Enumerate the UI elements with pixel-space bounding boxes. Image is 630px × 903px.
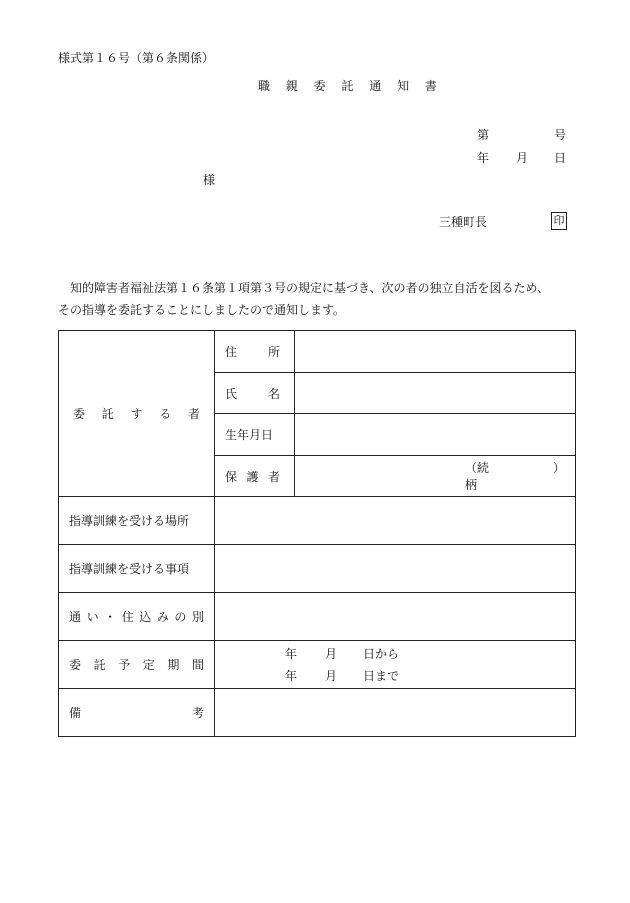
address-label: 住 所 <box>215 331 295 373</box>
date-day: 日 <box>554 151 567 165</box>
planned-period-field[interactable] <box>215 641 576 689</box>
name-field[interactable] <box>295 373 576 414</box>
address-field[interactable] <box>295 331 576 373</box>
notice-line-1: 知的障害者福祉法第１６条第１項第３号の規定に基づき、次の者の独立自活を図るため、 <box>70 281 550 295</box>
name-label: 氏 名 <box>215 373 295 414</box>
notice-body <box>58 277 588 321</box>
reference-number-suffix: 号 <box>554 128 567 142</box>
remarks-label: 備 考 <box>59 689 215 737</box>
guardian-label: 保 護 者 <box>215 456 295 497</box>
reference-number-prefix: 第 <box>477 128 490 142</box>
notice-line-2: その指導を委託することにしましたので通知します。 <box>58 303 346 317</box>
commute-or-live-in-label: 通 い ・ 住 込 み の 別 <box>59 593 215 641</box>
commute-or-live-in-field[interactable] <box>215 593 576 641</box>
date-month: 月 <box>516 151 529 165</box>
entrusted-person-label: 委 託 す る 者 <box>59 331 215 497</box>
relation-open: （続柄 <box>465 461 490 492</box>
guardian-field[interactable] <box>295 456 576 497</box>
period-end: 年 月 日まで <box>285 668 400 683</box>
birthdate-field[interactable] <box>295 414 576 456</box>
birthdate-label: 生年月日 <box>215 414 295 456</box>
issuer-name: 三種町長 <box>439 215 488 229</box>
form-number: 様式第１６号（第６条関係） <box>58 51 215 65</box>
seal-mark: 印 <box>551 212 567 230</box>
remarks-field[interactable] <box>215 689 576 737</box>
addressee-honorific: 様 <box>203 173 216 187</box>
period-start: 年 月 日から <box>285 646 400 661</box>
training-matters-field[interactable] <box>215 545 576 593</box>
training-place-label: 指導訓練を受ける場所 <box>59 497 215 545</box>
training-matters-label: 指導訓練を受ける事項 <box>59 545 215 593</box>
relation-close: ） <box>552 461 565 475</box>
date-year: 年 <box>477 151 490 165</box>
planned-period-label: 委 託 予 定 期 間 <box>59 641 215 689</box>
page-title: 職 親 委 託 通 知 書 <box>258 79 443 93</box>
entrustment-table <box>58 330 576 737</box>
training-place-field[interactable] <box>215 497 576 545</box>
